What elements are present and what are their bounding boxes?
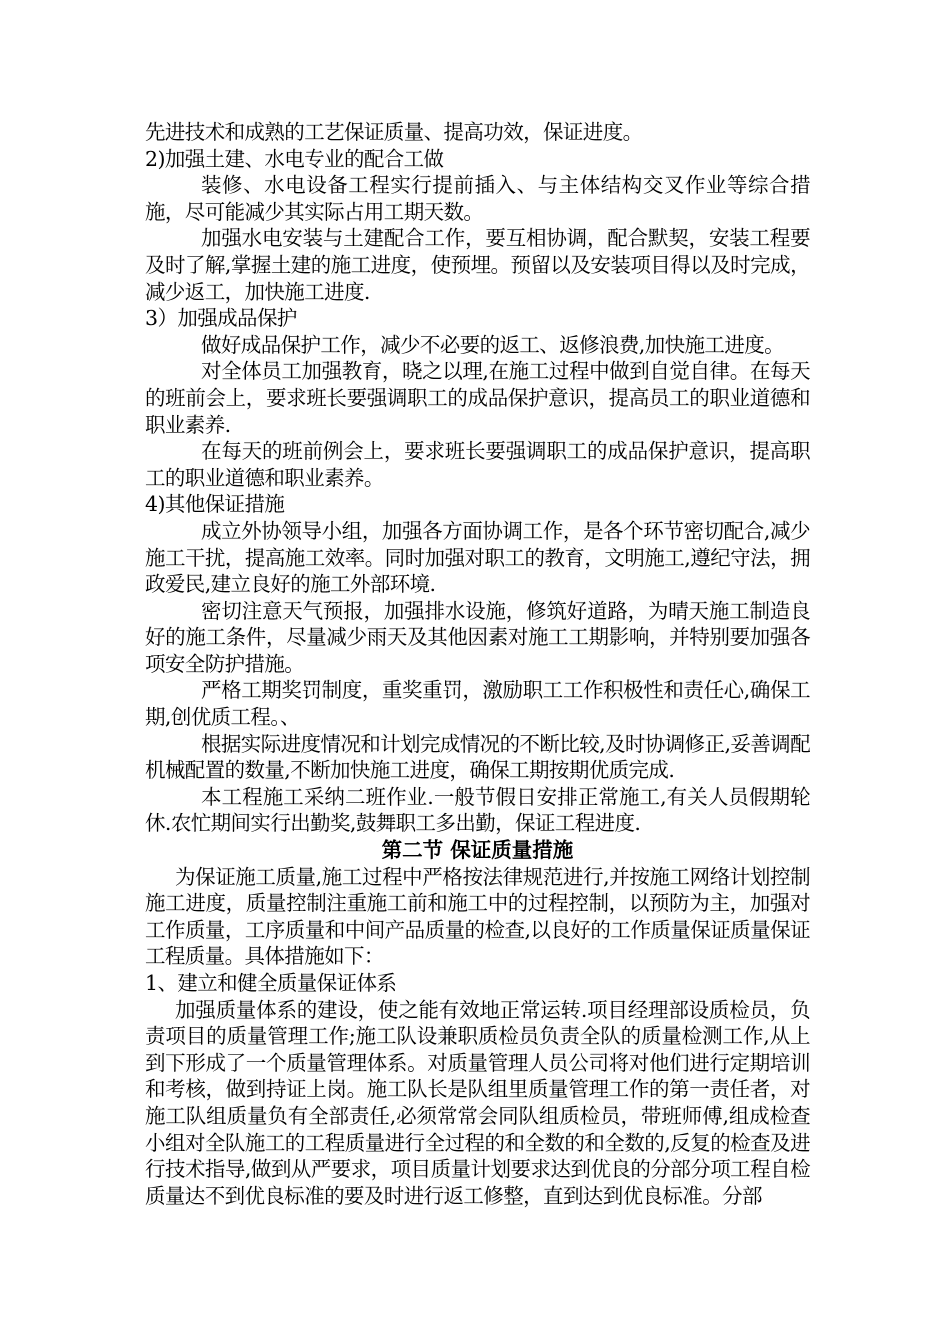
paragraph-4: 加强水电安装与土建配合工作，要互相协调，配合默契，安装工程要及时了解,掌握土建的施工进度，使预埋。预留以及安装项目得以及时完成，减少返工，加快施工进度. — [145, 226, 810, 304]
paragraph-6: 做好成品保护工作，减少不必要的返工、返修浪费,加快施工进度。 — [201, 332, 785, 357]
subheading-3: 3）加强成品保护 — [145, 306, 297, 331]
paragraph-8: 在每天的班前例会上，要求班长要强调职工的成品保护意识，提高职工的职业道德和职业素养。 — [145, 439, 810, 490]
paragraph-7: 对全体员工加强教育，晓之以理,在施工过程中做到自觉自律。在每天的班前会上，要求班长要强调职工的成品保护意识，提高员工的职业道德和职业素养. — [145, 359, 810, 437]
subheading-1: 1、建立和健全质量保证体系 — [145, 971, 397, 995]
paragraph-14: 本工程施工采纳二班作业.一般节假日安排正常施工,有关人员假期轮休.农忙期间实行出勤奖,鼓舞职工多出勤，保证工程进度. — [145, 784, 810, 836]
paragraph-18: 加强质量体系的建设，使之能有效地正常运转.项目经理部设质检员，负责项目的质量管理工作;施工队设兼职质检员负责全队的质量检测工作,从上到下形成了一个质量管理体系。对质量管理人员公司将对他们进行定期培训和考核，做到持证上岗。施工队长是队组里质量管理工作的第一责任者，对施工队组质量负有全部责任,必须常常会同队组质检员，带班师傅,组成检查小组对全队施工的工程质量进行全过程的和全数的和全数的,反复的检查及进行技术指导,做到从严要求，项目质量计划要求达到优良的分部分项工程自检质量达不到优良标准的要及时进行返工修整，直到达到优良标准。分部 — [145, 997, 810, 1208]
document-body — [145, 119, 810, 1209]
paragraph-13: 根据实际进度情况和计划完成情况的不断比较,及时协调修正,妥善调配机械配置的数量,不断加快施工进度，确保工期按期优质完成. — [145, 731, 810, 783]
subheading-4: 4)其他保证措施 — [145, 492, 285, 517]
section-heading: 第二节 保证质量措施 — [381, 838, 574, 863]
paragraph-10: 成立外协领导小组，加强各方面协调工作，是各个环节密切配合,减少施工干扰，提高施工效率。同时加强对职工的教育，文明施工,遵纪守法，拥政爱民,建立良好的施工外部环境. — [145, 518, 810, 597]
subheading-2: 2)加强土建、水电专业的配合工做 — [145, 146, 444, 171]
paragraph-12: 严格工期奖罚制度，重奖重罚，激励职工工作积极性和责任心,确保工期,创优质工程。、 — [145, 678, 810, 730]
paragraph-3: 装修、水电设备工程实行提前插入、与主体结构交叉作业等综合措施，尽可能减少其实际占用工期天数。 — [145, 173, 810, 224]
paragraph-1: 先进技术和成熟的工艺保证质量、提高功效，保证进度。 — [145, 120, 643, 144]
paragraph-16: 为保证施工质量,施工过程中严格按法律规范进行,并按施工网络计划控制施工进度，质量控制注重施工前和施工中的过程控制，以预防为主，加强对工作质量，工序质量和中间产品质量的检查,以良好的工作质量保证质量保证工程质量。具体措施如下： — [145, 864, 810, 969]
paragraph-11: 密切注意天气预报，加强排水设施，修筑好道路，为晴天施工制造良好的施工条件，尽量减少雨天及其他因素对施工工期影响，并特别要加强各项安全防护措施。 — [145, 598, 810, 676]
